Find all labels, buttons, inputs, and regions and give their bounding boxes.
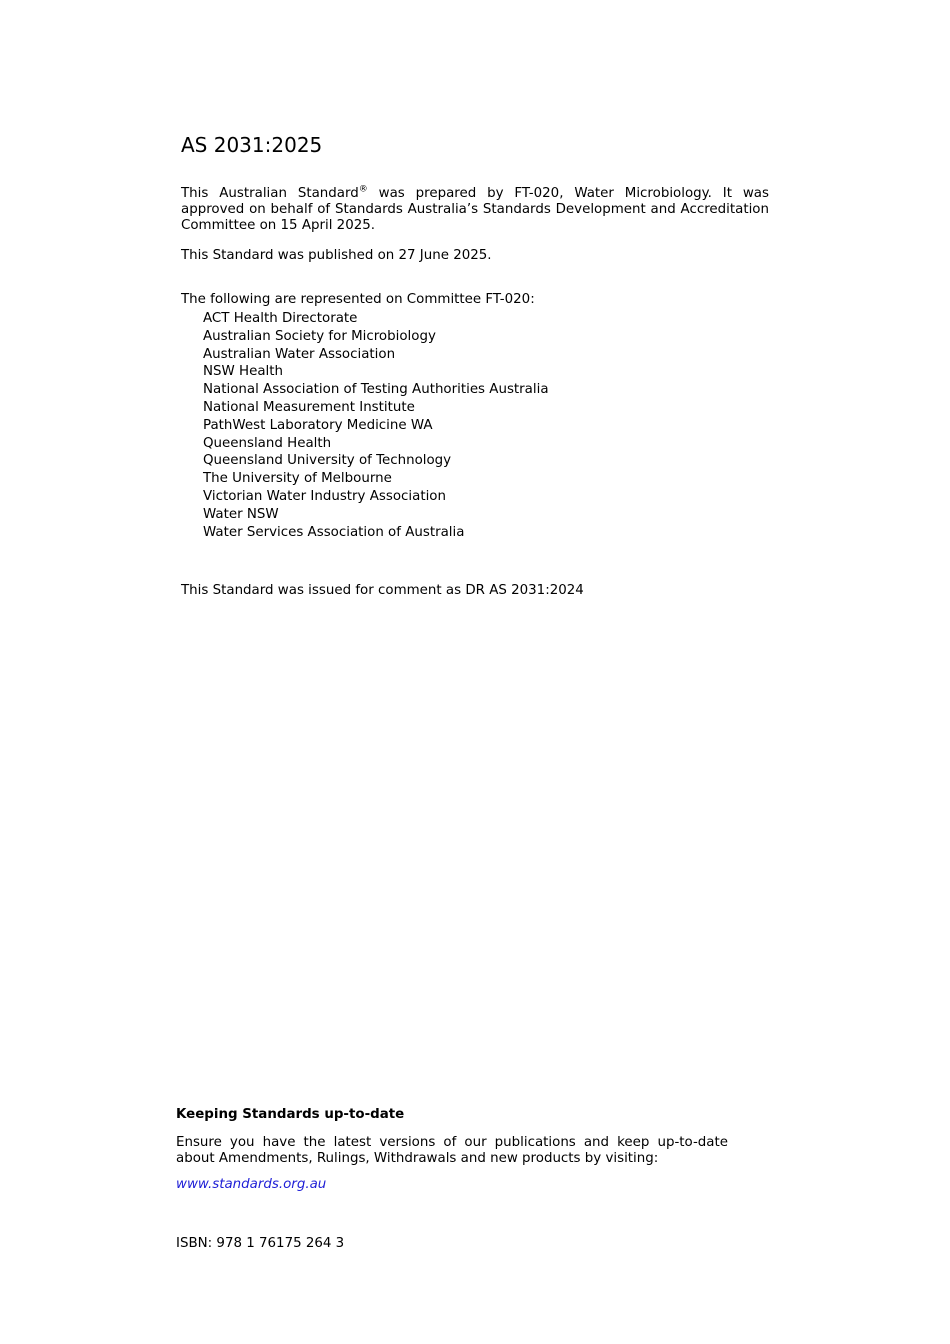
committee-member: Water NSW <box>203 506 279 522</box>
isbn: ISBN: 978 1 76175 264 3 <box>176 1236 345 1251</box>
committee-member-list <box>203 310 549 541</box>
committee-member: Australian Society for Microbiology <box>203 328 436 344</box>
committee-member: Victorian Water Industry Association <box>203 488 446 504</box>
committee-member: Queensland Health <box>203 435 332 451</box>
committee-member: ACT Health Directorate <box>203 311 358 326</box>
committee-intro: The following are represented on Committee FT-020: <box>181 292 535 307</box>
approval-text-start: This Australian Standard <box>181 186 359 201</box>
approval-statement <box>181 186 769 234</box>
committee-member: The University of Melbourne <box>203 471 392 487</box>
committee-member: National Association of Testing Authorities Australia <box>203 382 549 398</box>
committee-member: Queensland University of Technology <box>203 453 452 469</box>
committee-member: NSW Health <box>203 364 283 380</box>
standards-website-link[interactable]: www.standards.org.au <box>176 1177 327 1192</box>
publication-date-statement: This Standard was published on 27 June 2025. <box>181 248 492 263</box>
page-title: AS 2031:2025 <box>181 133 323 157</box>
approval-text-end: was prepared by FT-020, Water Microbiology. It was approved on behalf of Standards Australia’s Standards Development and Accreditation Committee on 15 April 2025. <box>181 186 769 233</box>
keeping-standards-text: Ensure you have the latest versions of our publications and keep up-to-date about Amendments, Rulings, Withdrawals and new products by visiting: <box>176 1135 728 1166</box>
committee-member: PathWest Laboratory Medicine WA <box>203 417 433 433</box>
issued-for-comment-statement: This Standard was issued for comment as DR AS 2031:2024 <box>181 583 584 598</box>
committee-member: Australian Water Association <box>203 346 396 362</box>
committee-member: Water Services Association of Australia <box>203 524 465 540</box>
committee-member: National Measurement Institute <box>203 399 415 415</box>
keeping-standards-heading: Keeping Standards up-to-date <box>176 1107 405 1122</box>
registered-mark: ® <box>358 184 368 195</box>
